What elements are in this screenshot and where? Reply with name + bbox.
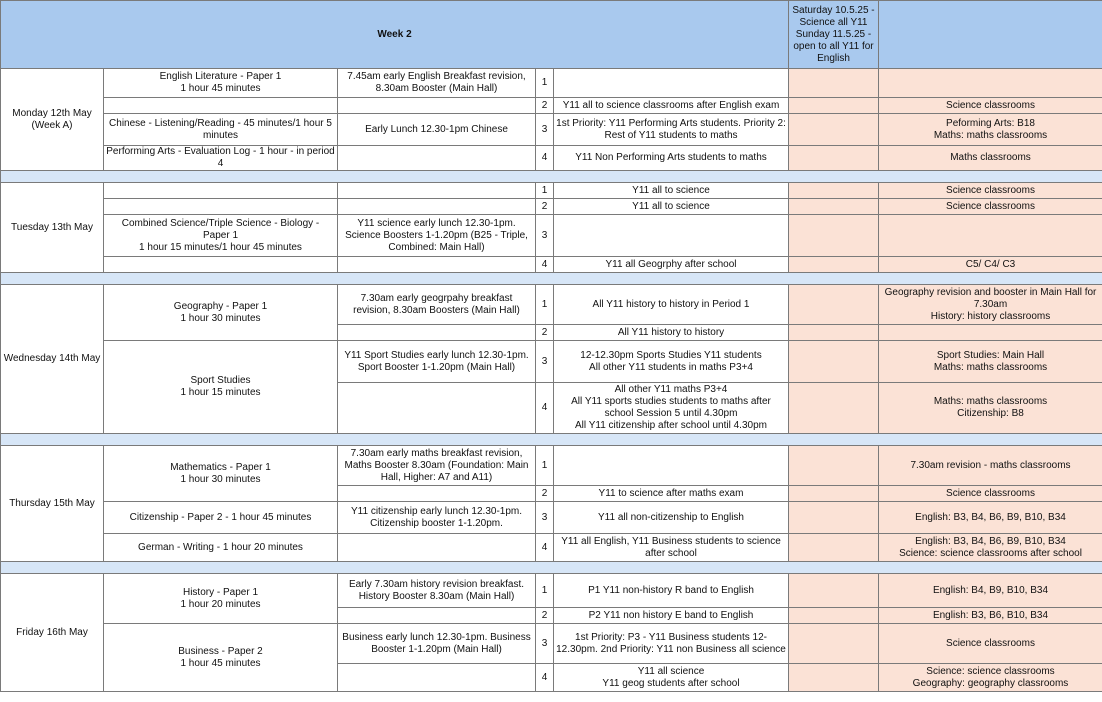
period-cell: 4 bbox=[536, 146, 554, 171]
booster-cell bbox=[338, 146, 536, 171]
table-row bbox=[1, 114, 1102, 146]
plan-cell: Y11 Non Performing Arts students to maths bbox=[554, 146, 789, 171]
plan-cell: P2 Y11 non history E band to English bbox=[554, 608, 789, 624]
table-row bbox=[1, 534, 1102, 562]
table-row bbox=[1, 446, 1102, 486]
rooms-cell: English: B3, B4, B6, B9, B10, B34 bbox=[879, 502, 1102, 534]
table-row bbox=[1, 624, 1102, 664]
weekend-cell bbox=[789, 146, 879, 171]
period-cell: 2 bbox=[536, 98, 554, 114]
rooms-cell bbox=[879, 215, 1102, 257]
exam-cell: Business - Paper 2 1 hour 45 minutes bbox=[104, 624, 338, 692]
exam-cell: Mathematics - Paper 1 1 hour 30 minutes bbox=[104, 446, 338, 502]
rooms-cell: C5/ C4/ C3 bbox=[879, 257, 1102, 273]
booster-cell bbox=[338, 534, 536, 562]
weekend-cell bbox=[789, 383, 879, 434]
period-cell: 2 bbox=[536, 199, 554, 215]
booster-cell: Early Lunch 12.30-1pm Chinese bbox=[338, 114, 536, 146]
rooms-cell: English: B3, B4, B6, B9, B10, B34 Science: science classrooms after school bbox=[879, 534, 1102, 562]
table-row bbox=[1, 502, 1102, 534]
weekend-cell bbox=[789, 114, 879, 146]
booster-cell bbox=[338, 486, 536, 502]
exam-cell: Combined Science/Triple Science - Biology - Paper 1 1 hour 15 minutes/1 hour 45 minutes bbox=[104, 215, 338, 257]
exam-cell: Citizenship - Paper 2 - 1 hour 45 minutes bbox=[104, 502, 338, 534]
plan-cell bbox=[554, 446, 789, 486]
weekend-cell bbox=[789, 341, 879, 383]
plan-cell: P1 Y11 non-history R band to English bbox=[554, 574, 789, 608]
booster-cell: 7.30am early maths breakfast revision, Maths Booster 8.30am (Foundation: Main Hall, Higher: A7 and A11) bbox=[338, 446, 536, 486]
booster-cell: Early 7.30am history revision breakfast. History Booster 8.30am (Main Hall) bbox=[338, 574, 536, 608]
table-row bbox=[1, 574, 1102, 608]
day-cell: Friday 16th May bbox=[1, 574, 104, 692]
header-blank-cell bbox=[879, 1, 1102, 69]
plan-cell: Y11 all Geogrphy after school bbox=[554, 257, 789, 273]
period-cell: 2 bbox=[536, 486, 554, 502]
separator-row bbox=[1, 171, 1102, 183]
rooms-cell: Peforming Arts: B18 Maths: maths classrooms bbox=[879, 114, 1102, 146]
booster-cell: Y11 citizenship early lunch 12.30-1pm. Citizenship booster 1-1.20pm. bbox=[338, 502, 536, 534]
period-cell: 3 bbox=[536, 624, 554, 664]
weekend-cell bbox=[789, 285, 879, 325]
rooms-cell: Science classrooms bbox=[879, 624, 1102, 664]
plan-cell: All other Y11 maths P3+4 All Y11 sports studies students to maths after school Session 5 until 4.30pm All Y11 citizenship after school until 4.30pm bbox=[554, 383, 789, 434]
table-row bbox=[1, 69, 1102, 98]
booster-cell bbox=[338, 98, 536, 114]
period-cell: 4 bbox=[536, 664, 554, 692]
rooms-cell: Science classrooms bbox=[879, 183, 1102, 199]
weekend-cell bbox=[789, 502, 879, 534]
weekend-cell bbox=[789, 183, 879, 199]
exam-cell bbox=[104, 199, 338, 215]
booster-cell: 7.45am early English Breakfast revision, 8.30am Booster (Main Hall) bbox=[338, 69, 536, 98]
rooms-cell: Maths: maths classrooms Citizenship: B8 bbox=[879, 383, 1102, 434]
weekend-cell bbox=[789, 325, 879, 341]
rooms-cell: Geography revision and booster in Main Hall for 7.30am History: history classrooms bbox=[879, 285, 1102, 325]
weekend-cell bbox=[789, 486, 879, 502]
separator-row bbox=[1, 562, 1102, 574]
exam-cell bbox=[104, 183, 338, 199]
rooms-cell: Science: science classrooms Geography: geography classrooms bbox=[879, 664, 1102, 692]
rooms-cell: Science classrooms bbox=[879, 486, 1102, 502]
period-cell: 1 bbox=[536, 69, 554, 98]
plan-cell: Y11 all to science bbox=[554, 183, 789, 199]
weekend-cell bbox=[789, 69, 879, 98]
exam-cell: Performing Arts - Evaluation Log - 1 hour - in period 4 bbox=[104, 146, 338, 171]
plan-cell: 1st Priority: P3 - Y11 Business students 12- 12.30pm. 2nd Priority: Y11 non Business all science bbox=[554, 624, 789, 664]
booster-cell: Y11 science early lunch 12.30-1pm. Science Boosters 1-1.20pm (B25 - Triple, Combined: Main Hall) bbox=[338, 215, 536, 257]
exam-cell: German - Writing - 1 hour 20 minutes bbox=[104, 534, 338, 562]
booster-cell bbox=[338, 325, 536, 341]
table-row bbox=[1, 341, 1102, 383]
period-cell: 3 bbox=[536, 341, 554, 383]
plan-cell: Y11 all to science classrooms after English exam bbox=[554, 98, 789, 114]
period-cell: 4 bbox=[536, 257, 554, 273]
period-cell: 1 bbox=[536, 183, 554, 199]
booster-cell bbox=[338, 257, 536, 273]
rooms-cell bbox=[879, 325, 1102, 341]
plan-cell: Y11 to science after maths exam bbox=[554, 486, 789, 502]
booster-cell bbox=[338, 608, 536, 624]
booster-cell bbox=[338, 183, 536, 199]
booster-cell: Business early lunch 12.30-1pm. Business Booster 1-1.20pm (Main Hall) bbox=[338, 624, 536, 664]
weekend-cell bbox=[789, 446, 879, 486]
period-cell: 2 bbox=[536, 608, 554, 624]
booster-cell: Y11 Sport Studies early lunch 12.30-1pm. Sport Booster 1-1.20pm (Main Hall) bbox=[338, 341, 536, 383]
exam-cell: Chinese - Listening/Reading - 45 minutes/1 hour 5 minutes bbox=[104, 114, 338, 146]
table-row bbox=[1, 146, 1102, 171]
period-cell: 3 bbox=[536, 114, 554, 146]
table-row bbox=[1, 257, 1102, 273]
rooms-cell: 7.30am revision - maths classrooms bbox=[879, 446, 1102, 486]
exam-cell: Sport Studies 1 hour 15 minutes bbox=[104, 341, 338, 434]
exam-cell: Geography - Paper 1 1 hour 30 minutes bbox=[104, 285, 338, 341]
day-cell: Tuesday 13th May bbox=[1, 183, 104, 273]
week-title: Week 2 bbox=[1, 1, 789, 69]
exam-cell: English Literature - Paper 1 1 hour 45 minutes bbox=[104, 69, 338, 98]
plan-cell: 12-12.30pm Sports Studies Y11 students All other Y11 students in maths P3+4 bbox=[554, 341, 789, 383]
plan-cell: Y11 all English, Y11 Business students to science after school bbox=[554, 534, 789, 562]
period-cell: 4 bbox=[536, 383, 554, 434]
plan-cell: All Y11 history to history bbox=[554, 325, 789, 341]
booster-cell bbox=[338, 199, 536, 215]
period-cell: 1 bbox=[536, 285, 554, 325]
booster-cell: 7.30am early geogrpahy breakfast revision, 8.30am Boosters (Main Hall) bbox=[338, 285, 536, 325]
weekend-cell bbox=[789, 608, 879, 624]
weekend-cell bbox=[789, 199, 879, 215]
plan-cell: All Y11 history to history in Period 1 bbox=[554, 285, 789, 325]
weekend-cell bbox=[789, 664, 879, 692]
rooms-cell: Science classrooms bbox=[879, 199, 1102, 215]
weekend-cell bbox=[789, 215, 879, 257]
weekend-note: Saturday 10.5.25 - Science all Y11 Sunday 11.5.25 - open to all Y11 for English bbox=[789, 1, 879, 69]
period-cell: 3 bbox=[536, 215, 554, 257]
day-cell: Wednesday 14th May bbox=[1, 285, 104, 434]
rooms-cell: Science classrooms bbox=[879, 98, 1102, 114]
exam-cell bbox=[104, 98, 338, 114]
table-row bbox=[1, 285, 1102, 325]
plan-cell: Y11 all science Y11 geog students after school bbox=[554, 664, 789, 692]
rooms-cell: Sport Studies: Main Hall Maths: maths classrooms bbox=[879, 341, 1102, 383]
period-cell: 1 bbox=[536, 446, 554, 486]
separator-row bbox=[1, 273, 1102, 285]
exam-cell: History - Paper 1 1 hour 20 minutes bbox=[104, 574, 338, 624]
rooms-cell: English: B3, B6, B10, B34 bbox=[879, 608, 1102, 624]
exam-cell bbox=[104, 257, 338, 273]
period-cell: 4 bbox=[536, 534, 554, 562]
weekend-cell bbox=[789, 257, 879, 273]
header-row bbox=[1, 1, 1102, 69]
table-row bbox=[1, 183, 1102, 199]
weekend-cell bbox=[789, 534, 879, 562]
table-row bbox=[1, 215, 1102, 257]
period-cell: 3 bbox=[536, 502, 554, 534]
plan-cell: Y11 all non-citizenship to English bbox=[554, 502, 789, 534]
day-cell: Thursday 15th May bbox=[1, 446, 104, 562]
booster-cell bbox=[338, 664, 536, 692]
plan-cell bbox=[554, 69, 789, 98]
period-cell: 2 bbox=[536, 325, 554, 341]
plan-cell bbox=[554, 215, 789, 257]
booster-cell bbox=[338, 383, 536, 434]
plan-cell: Y11 all to science bbox=[554, 199, 789, 215]
rooms-cell bbox=[879, 69, 1102, 98]
table-row bbox=[1, 199, 1102, 215]
rooms-cell: Maths classrooms bbox=[879, 146, 1102, 171]
weekend-cell bbox=[789, 98, 879, 114]
weekend-cell bbox=[789, 624, 879, 664]
table-row bbox=[1, 98, 1102, 114]
period-cell: 1 bbox=[536, 574, 554, 608]
weekend-cell bbox=[789, 574, 879, 608]
plan-cell: 1st Priority: Y11 Performing Arts students. Priority 2: Rest of Y11 students to maths bbox=[554, 114, 789, 146]
separator-row bbox=[1, 434, 1102, 446]
rooms-cell: English: B4, B9, B10, B34 bbox=[879, 574, 1102, 608]
day-cell: Monday 12th May (Week A) bbox=[1, 69, 104, 171]
